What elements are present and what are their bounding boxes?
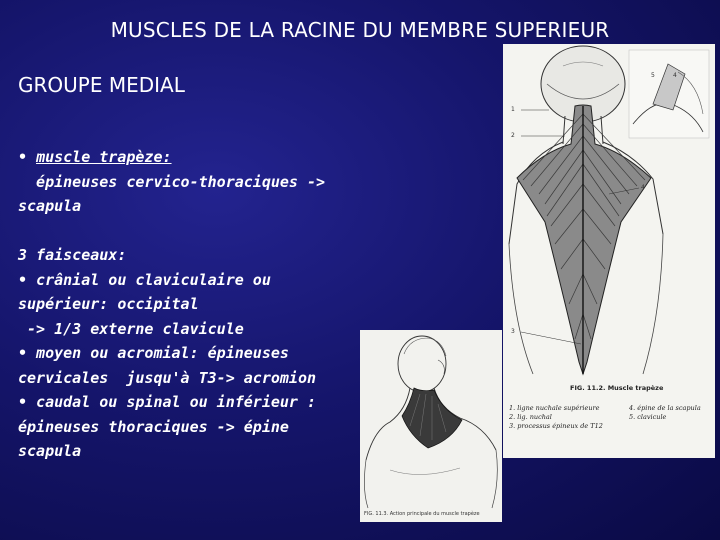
figure-number: 1 — [511, 106, 515, 113]
figure-caption: FIG. 11.2. Muscle trapèze — [570, 384, 664, 392]
bullet-line: épineuses cervico-thoraciques -> — [18, 172, 326, 191]
legend-item: 4. épine de la scapula — [629, 404, 701, 412]
legend-item: 2. lig. nuchal — [509, 413, 552, 421]
slide-body — [18, 145, 363, 464]
paragraph-line: -> 1/3 externe clavicule — [18, 319, 244, 338]
figure-number: 4 — [641, 184, 645, 191]
trapezius-figure — [503, 44, 715, 458]
slide-title: MUSCLES DE LA RACINE DU MEMBRE SUPERIEUR — [110, 18, 610, 42]
figure-legend-right — [629, 404, 701, 422]
inset-caption: FIG. 11.3. Action principale du muscle trapèze — [364, 511, 480, 517]
paragraph-line: supérieur: occipital — [18, 295, 199, 313]
figure-number: 2 — [511, 132, 515, 139]
slide-subtitle: GROUPE MEDIAL — [18, 73, 185, 97]
paragraph-line: 3 faisceaux: — [18, 246, 127, 264]
legend-item: 3. processus épineux de T12 — [509, 422, 603, 430]
figure-number: 3 — [511, 328, 515, 335]
paragraph-line: cervicales jusqu'à T3-> acromion — [18, 368, 317, 387]
bullet-prefix: • — [18, 148, 37, 166]
spacer — [18, 219, 363, 244]
paragraph-line: épineuses thoraciques -> épine — [18, 417, 289, 436]
figure-number: 5 — [651, 72, 655, 79]
bullet-heading: muscle trapèze: — [36, 148, 172, 166]
bullet-line: scapula — [18, 197, 82, 215]
paragraph-line: scapula — [18, 442, 82, 460]
paragraph-line: • crânial ou claviculaire ou — [18, 270, 271, 289]
bullet-muscle-trapeze — [18, 145, 363, 170]
figure-number: 4 — [673, 72, 677, 79]
paragraph-line: • caudal ou spinal ou inférieur : — [18, 393, 317, 411]
figure-legend-left — [509, 404, 603, 431]
trapezius-action-figure — [360, 330, 502, 522]
legend-item: 1. ligne nuchale supérieure — [509, 404, 600, 412]
trapezius-illustration — [503, 44, 715, 458]
paragraph-line: • moyen ou acromial: épineuses — [18, 344, 289, 362]
legend-item: 5. clavicule — [629, 413, 667, 421]
trapezius-action-illustration — [360, 330, 502, 522]
